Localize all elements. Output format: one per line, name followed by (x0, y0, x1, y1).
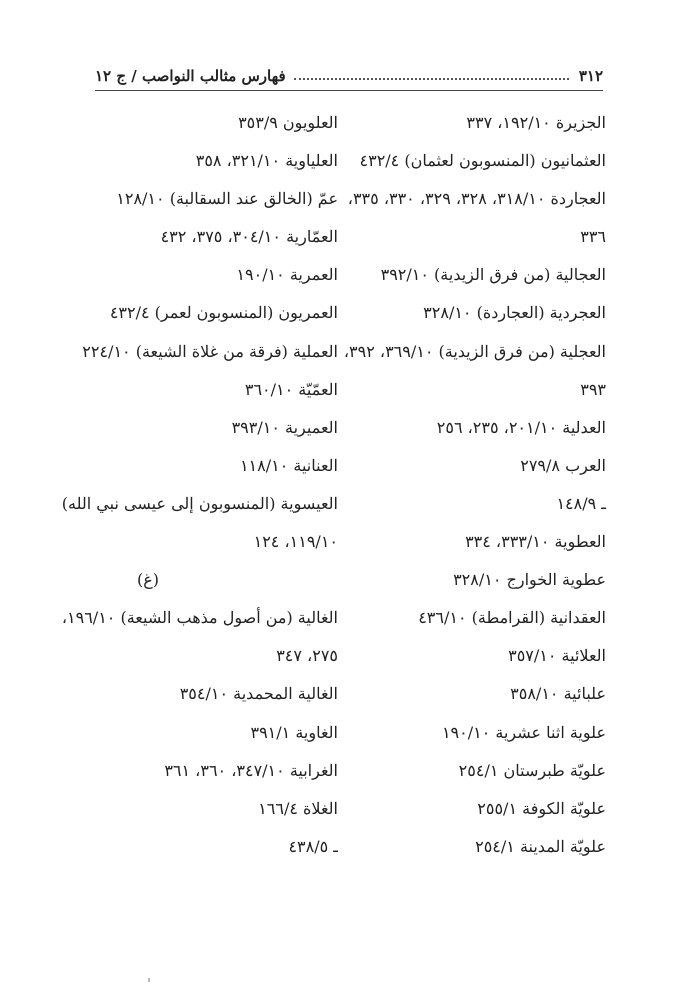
index-entry: العلائية ٣٥٧/١٠ (508, 646, 606, 666)
index-entry: الغالية المحمدية ٣٥٤/١٠ (179, 684, 338, 704)
index-entry: ـ ٤٣٨/٥ (288, 836, 338, 856)
index-entry: العجردية (العجاردة) ٣٢٨/١٠ (423, 303, 606, 323)
index-entry: العنانية ١١٨/١٠ (239, 455, 338, 475)
index-entry: العجلية (من فرق الزيدية) ٣٦٩/١٠، ٣٩٢، (343, 341, 606, 361)
index-entry: العجاردة ٣١٨/١٠، ٣٢٨، ٣٢٩، ٣٣٠، ٣٣٥، (347, 189, 606, 209)
index-entry: العميرية ٣٩٣/١٠ (231, 417, 338, 437)
index-column-left (61, 109, 338, 871)
index-entry: علويّة المدينة ٢٥٤/١ (475, 836, 606, 856)
page-header (95, 64, 603, 88)
index-entry: ٢٧٥، ٣٤٧ (276, 646, 338, 666)
index-entry: الجزيرة ١٩٢/١٠، ٣٣٧ (466, 113, 606, 132)
index-entry: ـ ١٤٨/٩ (556, 493, 606, 513)
index-column-right (343, 109, 606, 871)
index-entry: العدلية ٢٠١/١٠، ٢٣٥، ٢٥٦ (436, 417, 606, 437)
index-entry: العمّيّة ٣٦٠/١٠ (244, 379, 338, 399)
index-entry: علويّة الكوفة ٢٥٥/١ (477, 798, 606, 818)
section-letter-heading: (غ) (136, 570, 160, 590)
index-entry: العلويون ٣٥٣/٩ (238, 113, 338, 132)
page-number: ٣١٢ (578, 67, 603, 85)
scan-mark (148, 978, 150, 982)
index-entry: العمريون (المنسوبون لعمر) ٤٣٢/٤ (109, 303, 338, 323)
index-entry: العملية (فرقة من غلاة الشيعة) ٢٢٤/١٠ (82, 341, 338, 361)
index-entry: العمّارية ٣٠٤/١٠، ٣٧٥، ٤٣٢ (160, 227, 338, 247)
index-entry: العجالية (من فرق الزيدية) ٣٩٢/١٠ (380, 265, 606, 285)
index-entry: العمرية ١٩٠/١٠ (236, 265, 338, 285)
index-entry: العثمانيون (المنسوبون لعثمان) ٤٣٢/٤ (359, 151, 606, 171)
index-entry: علبائية ٣٥٨/١٠ (510, 684, 606, 704)
index-entry: الغرابية ٣٤٧/١٠، ٣٦٠، ٣٦١ (164, 760, 338, 780)
index-entry: ٣٣٦ (580, 227, 606, 247)
index-entry: الغلاة ١٦٦/٤ (258, 798, 338, 818)
index-entry: علويّة طبرستان ٢٥٤/١ (458, 760, 606, 780)
header-dot-leader (294, 78, 569, 80)
index-entry: العيسوية (المنسوبون إلى عيسى نبي الله) (61, 493, 338, 513)
index-entry: العلياوية ٣٢١/١٠، ٣٥٨ (195, 151, 338, 171)
index-entry: الغاوية ٣٩١/١ (250, 722, 338, 742)
index-entry: الغالية (من أصول مذهب الشيعة) ١٩٦/١٠، (61, 608, 338, 628)
index-entry: ٣٩٣ (580, 379, 606, 399)
index-entry: العطوية ٣٣٣/١٠، ٣٣٤ (465, 532, 606, 552)
index-entry: ١١٩/١٠، ١٢٤ (253, 532, 338, 552)
index-entry: العرب ٢٧٩/٨ (520, 455, 606, 475)
running-title: فهارس مثالب النواصب / ج ١٢ (95, 67, 286, 85)
header-rule (95, 90, 603, 91)
index-entry: علوية اثنا عشرية ١٩٠/١٠ (441, 722, 606, 742)
index-entry: عطوية الخوارج ٣٢٨/١٠ (453, 570, 606, 590)
index-entry: عمّ (الخالق عند السقالبة) ١٢٨/١٠ (116, 189, 338, 209)
index-entry: العقدانية (القرامطة) ٤٣٦/١٠ (418, 608, 606, 628)
